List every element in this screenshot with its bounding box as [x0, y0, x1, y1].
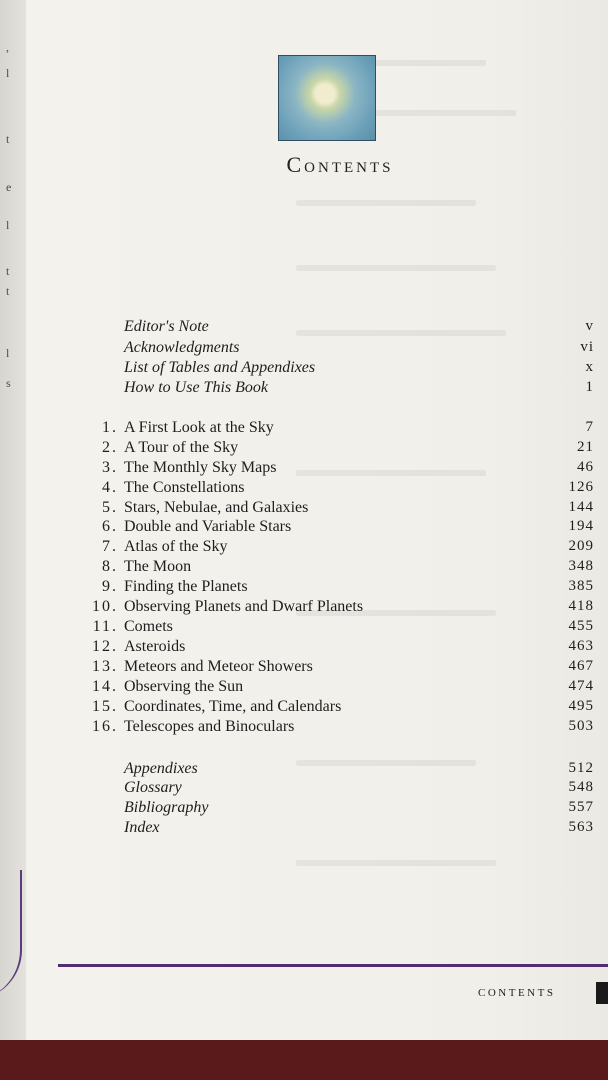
chapter-entry[interactable]	[0, 698, 608, 718]
chapter-title: Stars, Nebulae, and Galaxies	[124, 499, 309, 516]
chapter-entry[interactable]	[0, 618, 608, 638]
facing-page-glyph: t	[6, 132, 10, 146]
chapter-page: 463	[568, 638, 594, 654]
chapter-title: Observing the Sun	[124, 678, 244, 695]
footer-tab-marker	[596, 982, 608, 1004]
chapter-page: 495	[568, 698, 594, 714]
chapter-entry[interactable]	[0, 578, 608, 598]
chapter-title: Telescopes and Binoculars	[124, 718, 295, 735]
table-surface	[0, 1040, 608, 1080]
chapter-number: 2.	[102, 439, 118, 456]
chapter-title: Atlas of the Sky	[124, 538, 228, 555]
entry-page: 512	[568, 760, 594, 776]
chapter-entry[interactable]	[0, 479, 608, 499]
chapter-title: A Tour of the Sky	[124, 439, 239, 456]
chapter-entry[interactable]	[0, 518, 608, 538]
toc-entry[interactable]	[0, 359, 608, 379]
toc-entry[interactable]	[0, 379, 608, 399]
chapter-entry[interactable]	[0, 558, 608, 578]
chapter-page: 46	[577, 459, 594, 475]
chapter-title: The Monthly Sky Maps	[124, 459, 277, 476]
chapter-entry[interactable]	[0, 499, 608, 519]
chapter-title: Comets	[124, 618, 173, 635]
chapter-number: 9.	[102, 578, 118, 595]
chapter-page: 194	[568, 518, 594, 534]
facing-page-glyph: ,	[6, 40, 9, 54]
entry-label: Index	[124, 819, 160, 836]
chapter-page: 7	[585, 419, 594, 435]
facing-page-glyph: s	[6, 376, 11, 390]
entry-page: 563	[568, 819, 594, 835]
chapter-page: 21	[577, 439, 594, 455]
chapter-page: 209	[568, 538, 594, 554]
chapter-number: 4.	[102, 479, 118, 496]
chapter-title: Double and Variable Stars	[124, 518, 292, 535]
facing-page-purple-curve	[0, 870, 22, 1000]
facing-page-glyph: t	[6, 264, 10, 278]
facing-page-glyph: l	[6, 218, 10, 232]
toc-entry[interactable]	[0, 318, 608, 338]
chapter-entry[interactable]	[0, 538, 608, 558]
chapter-page: 418	[568, 598, 594, 614]
entry-page: 557	[568, 799, 594, 815]
chapter-title: Finding the Planets	[124, 578, 248, 595]
facing-page-glyph: e	[6, 180, 12, 194]
chapter-entry[interactable]	[0, 658, 608, 678]
chapter-number: 13.	[92, 658, 118, 675]
chapter-entry[interactable]	[0, 678, 608, 698]
chapter-title: The Moon	[124, 558, 192, 575]
facing-page-glyph: t	[6, 284, 10, 298]
facing-page-glyph: l	[6, 66, 10, 80]
toc-entry[interactable]	[0, 799, 608, 819]
chapter-title: The Constellations	[124, 479, 245, 496]
chapter-page: 474	[568, 678, 594, 694]
page-title: Contents	[286, 152, 394, 177]
entry-label: Appendixes	[124, 760, 198, 777]
chapter-page: 455	[568, 618, 594, 634]
toc-entry[interactable]	[0, 819, 608, 839]
chapter-entry[interactable]	[0, 419, 608, 439]
chapter-entry[interactable]	[0, 439, 608, 459]
footer-rule	[58, 964, 608, 967]
chapter-number: 14.	[92, 678, 118, 695]
chapter-page: 467	[568, 658, 594, 674]
entry-label: Bibliography	[124, 799, 209, 816]
entry-label: How to Use This Book	[124, 379, 268, 396]
entry-label: Editor's Note	[124, 318, 209, 335]
chapter-entry[interactable]	[0, 598, 608, 618]
chapter-entry[interactable]	[0, 638, 608, 658]
entry-label: Acknowledgments	[124, 339, 240, 356]
footer-running-head: CONTENTS	[478, 987, 556, 999]
chapter-number: 12.	[92, 638, 118, 655]
toc-entry[interactable]	[0, 339, 608, 359]
entry-page: x	[585, 359, 594, 375]
chapter-number: 5.	[102, 499, 118, 516]
chapter-number: 3.	[102, 459, 118, 476]
chapter-number: 7.	[102, 538, 118, 555]
chapter-title: Asteroids	[124, 638, 186, 655]
entry-label: List of Tables and Appendixes	[124, 359, 316, 376]
chapter-page: 126	[568, 479, 594, 495]
chapter-number: 11.	[92, 618, 118, 635]
chapter-page: 144	[568, 499, 594, 515]
chapter-title: Coordinates, Time, and Calendars	[124, 698, 342, 715]
chapter-entry[interactable]	[0, 718, 608, 738]
entry-page: vi	[580, 339, 594, 355]
cover-thumbnail-image	[278, 55, 376, 141]
entry-page: 548	[568, 779, 594, 795]
chapter-number: 16.	[92, 718, 118, 735]
chapter-number: 10.	[92, 598, 118, 615]
toc-entry[interactable]	[0, 760, 608, 780]
chapter-page: 348	[568, 558, 594, 574]
entry-page: v	[585, 318, 594, 334]
entry-page: 1	[585, 379, 594, 395]
chapter-page: 385	[568, 578, 594, 594]
toc-entry[interactable]	[0, 779, 608, 799]
chapter-title: A First Look at the Sky	[124, 419, 274, 436]
entry-label: Glossary	[124, 779, 182, 796]
chapter-title: Observing Planets and Dwarf Planets	[124, 598, 364, 615]
chapter-number: 15.	[92, 698, 118, 715]
chapter-title: Meteors and Meteor Showers	[124, 658, 313, 675]
chapter-page: 503	[568, 718, 594, 734]
chapter-number: 8.	[102, 558, 118, 575]
chapter-entry[interactable]	[0, 459, 608, 479]
chapter-number: 6.	[102, 518, 118, 535]
facing-page-glyph: l	[6, 346, 10, 360]
chapter-number: 1.	[102, 419, 118, 436]
